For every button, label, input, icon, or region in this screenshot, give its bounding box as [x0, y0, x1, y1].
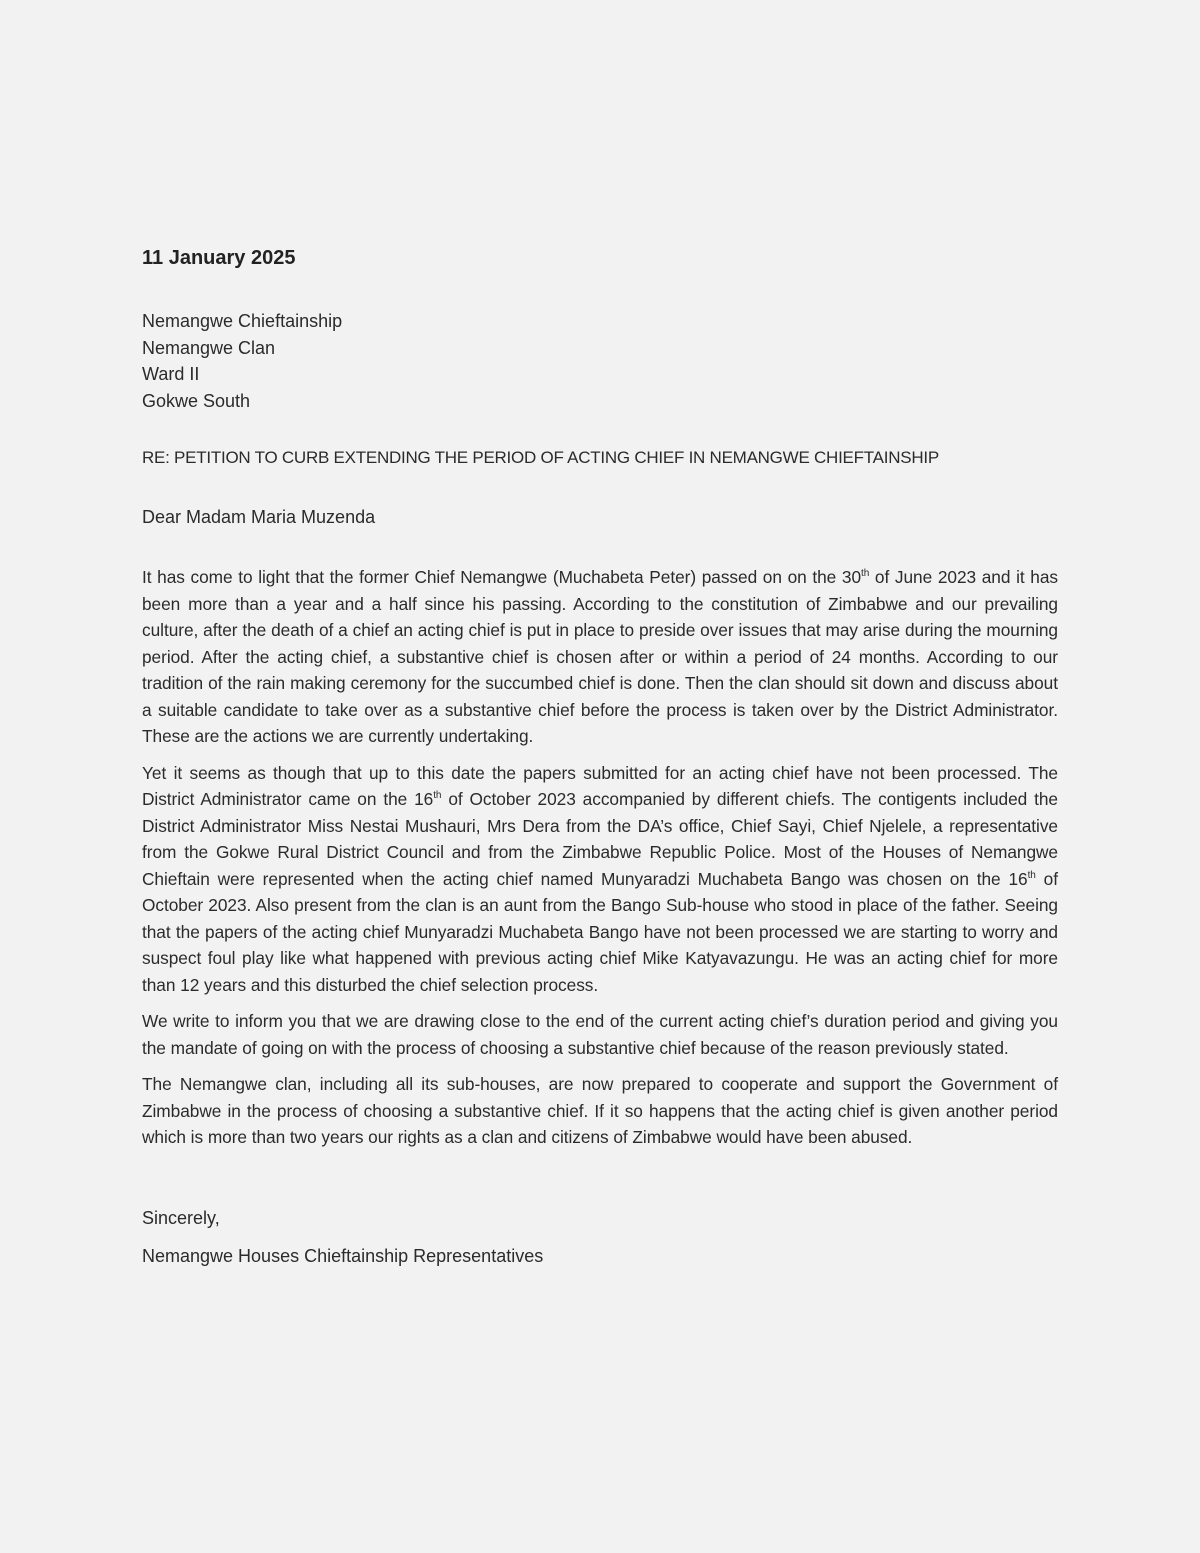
text-run: of October 2023 accompanied by different chiefs. The contigents included the District Administrator Miss Nestai Mushauri, Mrs Dera from the DA’s office, Chief Sayi, Chief Njelele, a representative from the Gokwe Rural District Council and from the Zimbabwe Republic Police. Most of the Houses of Nemangwe Chieftain were represented when the acting chief named Munyaradzi Muchabeta Bango was chosen on the 16: [142, 789, 1058, 889]
text-run: It has come to light that the former Chief Nemangwe (Muchabeta Peter) passed on on the 30: [142, 567, 862, 587]
superscript: th: [1027, 869, 1036, 881]
recipient-address: [142, 308, 1058, 414]
paragraph-4: The Nemangwe clan, including all its sub-houses, are now prepared to cooperate and support the Government of Zimbabwe in the process of choosing a substantive chief. If it so happens that the acting chief is given another period which is more than two years our rights as a clan and citizens of Zimbabwe would have been abused.: [142, 1074, 1058, 1147]
salutation: Dear Madam Maria Muzenda: [142, 507, 376, 527]
paragraph-3: We write to inform you that we are drawing close to the end of the current acting chief’s duration period and giving you the mandate of going on with the process of choosing a substantive chief because of the reason previously stated.: [142, 1011, 1058, 1058]
address-line: Nemangwe Clan: [142, 337, 276, 358]
paragraph-2: [142, 760, 1058, 999]
address-line: Ward II: [142, 364, 200, 384]
address-line: Gokwe South: [142, 390, 251, 411]
signature: Nemangwe Houses Chieftainship Representatives: [142, 1245, 544, 1266]
text-run: of June 2023 and it has been more than a year and a half since his passing. According to the constitution of Zimbabwe and our prevailing culture, after the death of a chief an acting chief is put in place to preside over issues that may arise during the mourning period. After the acting chief, a substantive chief is chosen after or within a period of 24 months. According to our tradition of the rain making ceremony for the succumbed chief is done. Then the clan should sit down and discuss about a suitable candidate to take over as a substantive chief before the process is taken over by the District Administrator. These are the actions we are currently undertaking.: [142, 567, 1058, 746]
superscript: th: [861, 568, 870, 580]
letter-body: [142, 244, 1058, 1269]
superscript: th: [433, 790, 442, 802]
text-run: Yet it seems as though that up to this date the papers submitted for an acting chief have not been processed. The District Administrator came on the 16: [142, 762, 1058, 809]
text-run: of October 2023. Also present from the clan is an aunt from the Bango Sub-house who stood in place of the father. Seeing that the papers of the acting chief Munyaradzi Muchabeta Bango have not been processed we are starting to worry and suspect foul play like what happened with previous acting chief Mike Katyavazungu. He was an acting chief for more than 12 years and this disturbed the chief selection process.: [142, 868, 1058, 995]
closing: Sincerely,: [142, 1207, 220, 1228]
letter-date: 11 January 2025: [142, 247, 296, 269]
subject-line: RE: PETITION TO CURB EXTENDING THE PERIOD OF ACTING CHIEF IN NEMANGWE CHIEFTAINSHIP: [142, 448, 939, 467]
paragraph-1: [142, 564, 1058, 750]
address-line: Nemangwe Chieftainship: [142, 311, 343, 331]
